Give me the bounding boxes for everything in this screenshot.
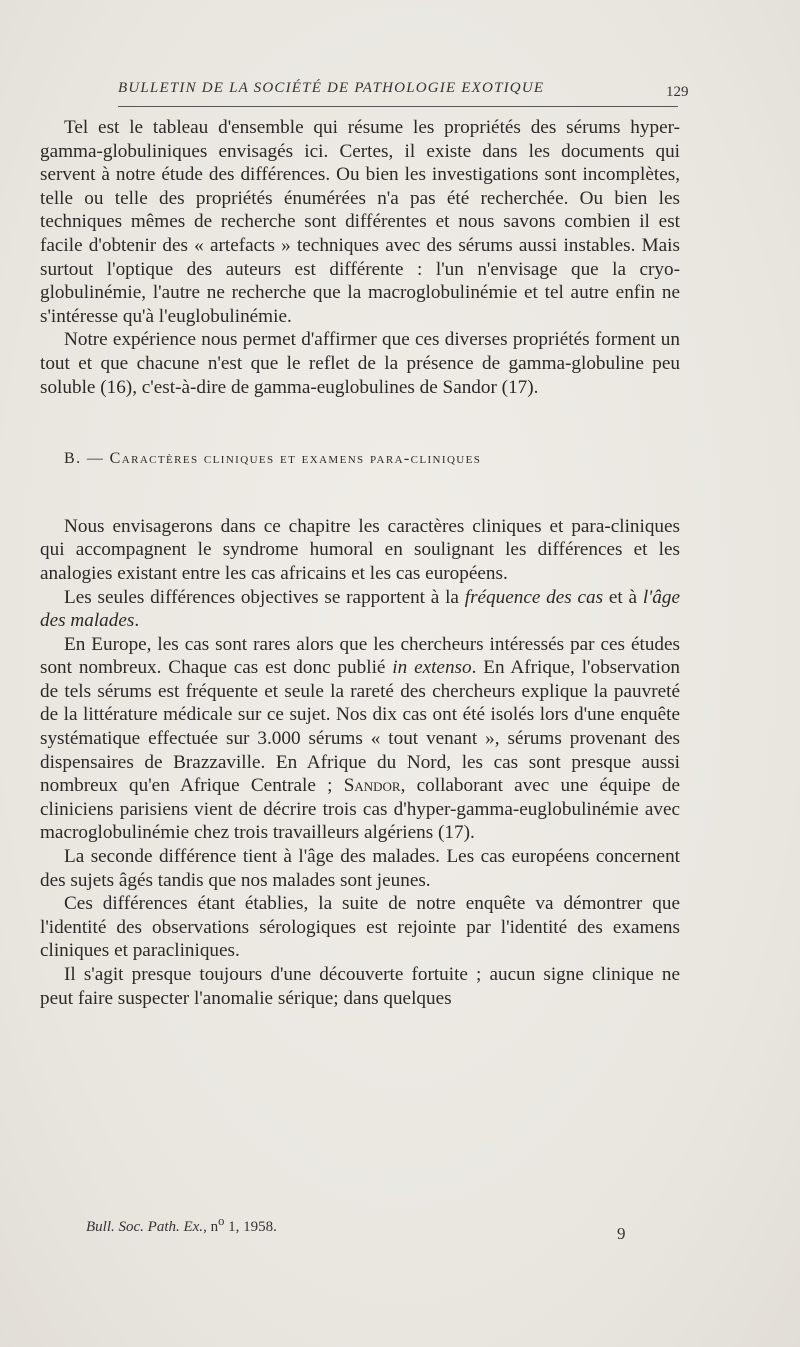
paragraph-chapter-intro: Nous envisagerons dans ce chapitre les caractères cliniques et para-cliniques qui accompagnent le syndrome humoral en soulignant les différences et les analogies existant entre les cas africains et les cas européens. — [40, 515, 680, 584]
running-title: BULLETIN DE LA SOCIÉTÉ DE PATHOLOGIE EXOTIQUE — [118, 80, 545, 96]
paragraph-europe-africa — [40, 633, 680, 845]
citation-journal: Bull. Soc. Path. Ex. — [86, 1219, 204, 1235]
text-run: , collaborant avec une équipe de cliniciens parisiens vient de décrire trois cas d'hyper-gamma-euglobulinémie avec macroglobulinémie chez trois travailleurs algériens (17). — [40, 775, 680, 844]
author-name-sandor: Sandor — [343, 775, 401, 797]
paragraph-summary: Tel est le tableau d'ensemble qui résume les propriétés des sérums hyper-gamma-globuliniques envisagés ici. Certes, il existe dans les documents qui servent à notre étude des différences. Ou bien les investigations sont incomplètes, telle ou telle des propriétés énumérées n'a pas été recherchée. Ou bien les techniques mêmes de recherche sont différentes et nous savons combien il est facile d'obtenir des « artefacts » techniques avec des sérums aussi instables. Mais surtout l'optique des auteurs est différente : l'un n'envisage que la cryo-globulinémie, l'autre ne recherche que la macroglobulinémie et tel autre enfin ne s'intéresse qu'à l'euglobulinémie. — [40, 117, 680, 327]
text-run: Les seules différences objectives se rapportent à la — [64, 586, 465, 608]
emphasis-frequency: fréquence des cas — [464, 586, 604, 608]
signature-mark: 9 — [617, 1224, 626, 1243]
footer-citation — [86, 1214, 277, 1236]
citation-issue-prefix: , n — [203, 1219, 219, 1235]
section-letter: B. — — [64, 450, 110, 468]
text-run: En Europe, les cas sont rares alors que les chercheurs intéressés par ces études sont nombreux. Chaque cas est donc publié — [40, 633, 680, 679]
text-run: . En Afrique, l'observation de tels sérums est fréquente et seule la rareté des chercheurs explique la pauvreté de la littérature médicale sur ce sujet. Nos dix cas ont été isolés lors d'une enquête systématique effectuée sur 3.000 sérums « tout venant », sérums provenant des dispensaires de Brazzaville. En Afrique du Nord, les cas sont presque aussi nombreux qu'en Afrique Centrale ; — [40, 657, 681, 797]
text-run: et à — [603, 586, 643, 608]
paragraph-fortuitous: Il s'agit presque toujours d'une découverte fortuite ; aucun signe clinique ne peut faire suspecter l'anomalie sérique; dans quelques — [40, 964, 680, 1009]
text-run: . — [134, 610, 140, 632]
emphasis-age: l'âge des malades — [40, 586, 680, 632]
header-rule — [118, 106, 678, 107]
article-body — [40, 116, 680, 1010]
citation-superscript: o — [218, 1214, 225, 1228]
paragraph-identity: Ces différences étant établies, la suite de notre enquête va démontrer que l'identité des observations sérologiques est rejointe par l'identité des examens cliniques et paracliniques. — [40, 893, 680, 962]
paragraph-age: La seconde différence tient à l'âge des malades. Les cas européens concernent des sujets âgés tandis que nos malades sont jeunes. — [40, 846, 680, 891]
section-title: Caractères cliniques et examens para-cliniques — [109, 450, 482, 468]
paragraph-experience: Notre expérience nous permet d'affirmer que ces diverses propriétés forment un tout et que chacune n'est que le reflet de la présence de gamma-globuline peu soluble (16), c'est-à-dire de gamma-euglobulines de Sandor (17). — [40, 329, 680, 398]
paragraph-differences — [40, 586, 680, 633]
section-heading — [40, 447, 680, 471]
citation-issue-year: 1, 1958. — [224, 1219, 277, 1235]
page-number: 129 — [666, 84, 689, 100]
emphasis-in-extenso: in extenso — [392, 657, 472, 679]
